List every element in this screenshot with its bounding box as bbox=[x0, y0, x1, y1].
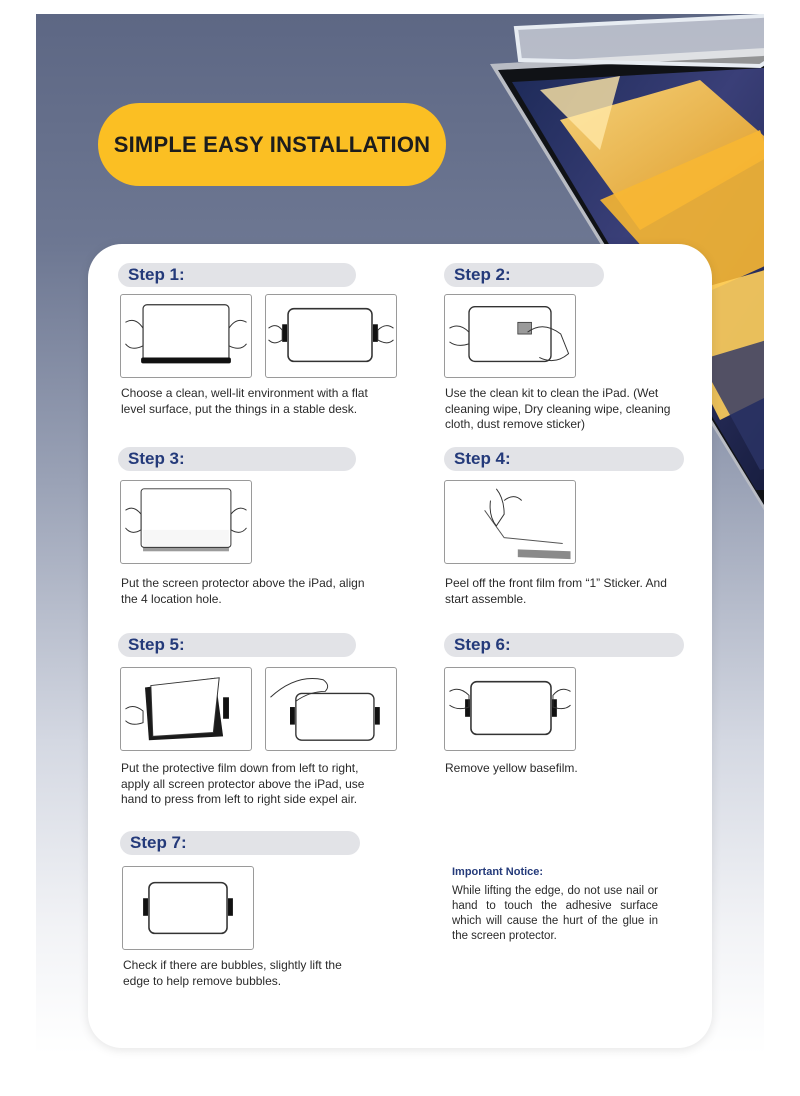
step-5-text: Put the protective film down from left to right, apply all screen protector above the iPad, use hand to press from left to right side expel air. bbox=[121, 761, 365, 806]
step-2-label: Step 2: bbox=[444, 263, 604, 287]
step-5-label: Step 5: bbox=[118, 633, 356, 657]
step-6-text: Remove yellow basefilm. bbox=[445, 761, 578, 775]
step-5-image-b bbox=[265, 667, 397, 751]
installation-banner bbox=[98, 103, 446, 186]
step-2-image bbox=[444, 294, 576, 378]
notice-text: While lifting the edge, do not use nail or hand to touch the adhesive surface which will cause the hurt of the glue in the screen protector. bbox=[452, 885, 658, 942]
step-4-text: Peel off the front film from “1” Sticker. And start assemble. bbox=[445, 576, 667, 606]
step-7-image bbox=[122, 866, 254, 950]
step-4-label: Step 4: bbox=[444, 447, 684, 471]
step-5-image-a bbox=[120, 667, 252, 751]
step-2-text: Use the clean kit to clean the iPad. (Wet cleaning wipe, Dry cleaning wipe, cleaning cloth, dust remove sticker) bbox=[445, 386, 671, 431]
step-1-text: Choose a clean, well-lit environment with a flat level surface, put the things in a stable desk. bbox=[121, 386, 368, 416]
step-3-text: Put the screen protector above the iPad, align the 4 location hole. bbox=[121, 576, 365, 606]
step-1-label: Step 1: bbox=[118, 263, 356, 287]
step-3-image bbox=[120, 480, 252, 564]
step-1-image-b bbox=[265, 294, 397, 378]
step-6-image bbox=[444, 667, 576, 751]
step-7-label: Step 7: bbox=[120, 831, 360, 855]
step-4-image bbox=[444, 480, 576, 564]
banner-title: SIMPLE EASY INSTALLATION bbox=[113, 131, 431, 157]
step-1-image-a bbox=[120, 294, 252, 378]
step-7-text: Check if there are bubbles, slightly lift the edge to help remove bubbles. bbox=[123, 958, 342, 988]
step-6-label: Step 6: bbox=[444, 633, 684, 657]
step-3-label: Step 3: bbox=[118, 447, 356, 471]
notice-title: Important Notice: bbox=[452, 866, 544, 878]
